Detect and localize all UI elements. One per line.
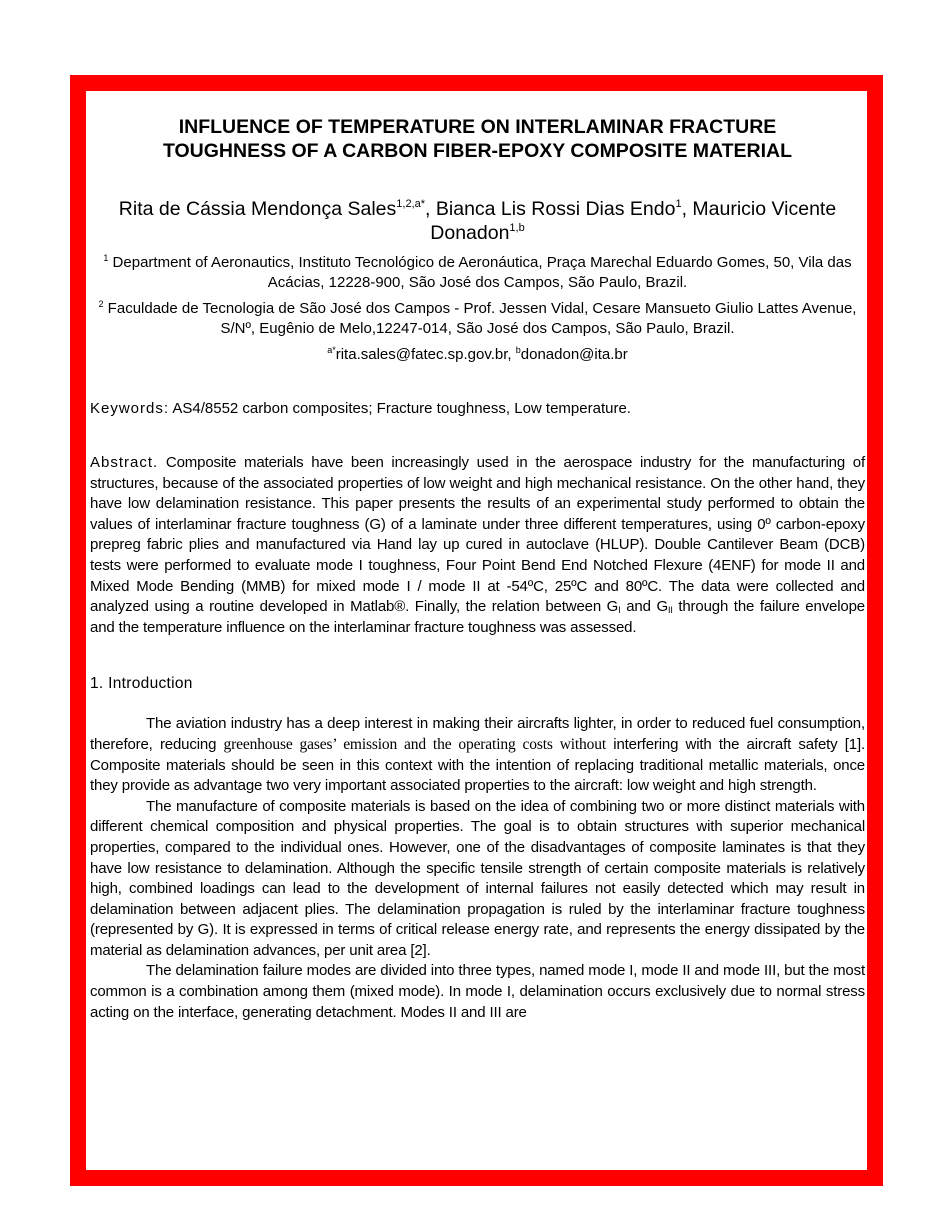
affiliation-2-text: Faculdade de Tecnologia de São José dos Campos - Prof. Jessen Vidal, Cesare Mansueto Giulio Lattes Avenue, S/Nº, Eugênio de Melo,12247-014, São José dos Campos, São Paulo, Brazil.: [103, 300, 857, 337]
affiliation-1-text: Department of Aeronautics, Instituto Tecnológico de Aeronáutica, Praça Marechal Eduardo Gomes, 50, Vila das Acácias, 12228-900, São José dos Campos, São Paulo, Brazil.: [108, 254, 852, 291]
author-separator: ,: [425, 198, 436, 220]
abstract-text: Composite materials have been increasingly used in the aerospace industry for the manufacturing of structures, because of the associated properties of low weight and high mechanical resistance. On the other hand, they have low delamination resistance. This paper presents the results of an experimental study performed to obtain the values of interlaminar fracture toughness (G) of a laminate under three different temperatures, using 0º carbon-epoxy prepreg fabric plies and manufactured via Hand lay up cured in autoclave (HLUP). Double Cantilever Beam (DCB) tests were performed to evaluate mode I toughness, Four Point Bend End Notched Flexure (4ENF) for mode II and Mixed Mode Bending (MMB) for mixed mode I / mode II at -54ºC, 25ºC and 80ºC. The data were collected and analyzed using a routine developed in Matlab®. Finally, the relation between G: [90, 454, 865, 616]
keywords: [90, 399, 865, 419]
abstract-sub-1: I: [618, 605, 621, 616]
author-1-affil: 1,2,a*: [396, 198, 426, 210]
intro-p1-serif: greenhouse gases’ emission and the operating costs without: [223, 735, 607, 753]
paper-body: [90, 103, 865, 1023]
title-line-2: TOUGHNESS OF A CARBON FIBER-EPOXY COMPOSITE MATERIAL: [162, 140, 793, 162]
affiliation-2: [90, 299, 865, 339]
section-heading-introduction: 1. Introduction: [90, 675, 193, 693]
intro-paragraph-1: [90, 714, 865, 796]
author-1-name: Rita de Cássia Mendonça Sales: [118, 198, 397, 220]
affiliation-2-marker: 2: [98, 299, 104, 309]
abstract: [90, 453, 865, 638]
email-a-marker: a*: [327, 345, 336, 355]
keywords-label: Keywords:: [90, 400, 170, 417]
email-a[interactable]: rita.sales@fatec.sp.gov.br,: [335, 346, 516, 363]
email-b-marker: b: [515, 345, 521, 355]
abstract-label: Abstract.: [90, 454, 159, 471]
paper-title: [90, 115, 865, 163]
author-2-affil: 1: [675, 198, 682, 210]
affiliation-1-marker: 1: [103, 253, 109, 263]
abstract-sub-2: II: [667, 605, 673, 616]
intro-paragraph-2: The manufacture of composite materials is based on the idea of combining two or more distinct materials with different chemical composition and physical properties. The goal is to obtain structures with superior mechanical properties, compared to the individual ones. However, one of the disadvantages of composite laminates is that they have low resistance to delamination. Although the specific tensile strength of certain composite materials is relatively high, combined loadings can lead to the development of internal failures not easily detected which may result in delamination between adjacent plies. The delamination propagation is ruled by the interlaminar fracture toughness (represented by G). It is expressed in terms of critical release energy rate, and represents the energy dissipated by the material as delamination advances, per unit area [2].: [90, 797, 865, 959]
intro-p1-start: The aviation industry has a deep interest in making their aircrafts lighter, in order to reduced fuel consumption, therefore, reducing: [90, 715, 865, 753]
abstract-mid: and G: [620, 598, 668, 616]
author-list: [90, 197, 865, 245]
author-3-affil: 1,b: [509, 222, 525, 234]
contact-emails: [90, 345, 865, 365]
intro-paragraph-3: The delamination failure modes are divided into three types, named mode I, mode II and mode III, but the most common is a combination among them (mixed mode). In mode I, delamination occurs exclusively due to normal stress acting on the interface, generating detachment. Modes II and III are: [90, 962, 865, 1021]
title-line-1: INFLUENCE OF TEMPERATURE ON INTERLAMINAR FRACTURE: [178, 116, 777, 138]
intro-p1-end: interfering with the aircraft safety [1]. Composite materials should be seen in this context with the intention of replacing traditional metallic materials, once they provide as advantage two very important associated properties to the aircraft: low weight and high strength.: [90, 735, 865, 795]
author-3-name: , Mauricio Vicente Donadon: [430, 198, 837, 244]
author-2-name: Bianca Lis Rossi Dias Endo: [435, 198, 676, 220]
affiliation-1: [90, 253, 865, 293]
keywords-text: AS4/8552 carbon composites; Fracture toughness, Low temperature.: [169, 400, 631, 417]
page-red-border: [70, 75, 883, 1186]
abstract-end: through the failure envelope and the temperature influence on the interlaminar fracture toughness was assessed.: [90, 598, 865, 636]
email-b[interactable]: donadon@ita.br: [520, 346, 628, 363]
